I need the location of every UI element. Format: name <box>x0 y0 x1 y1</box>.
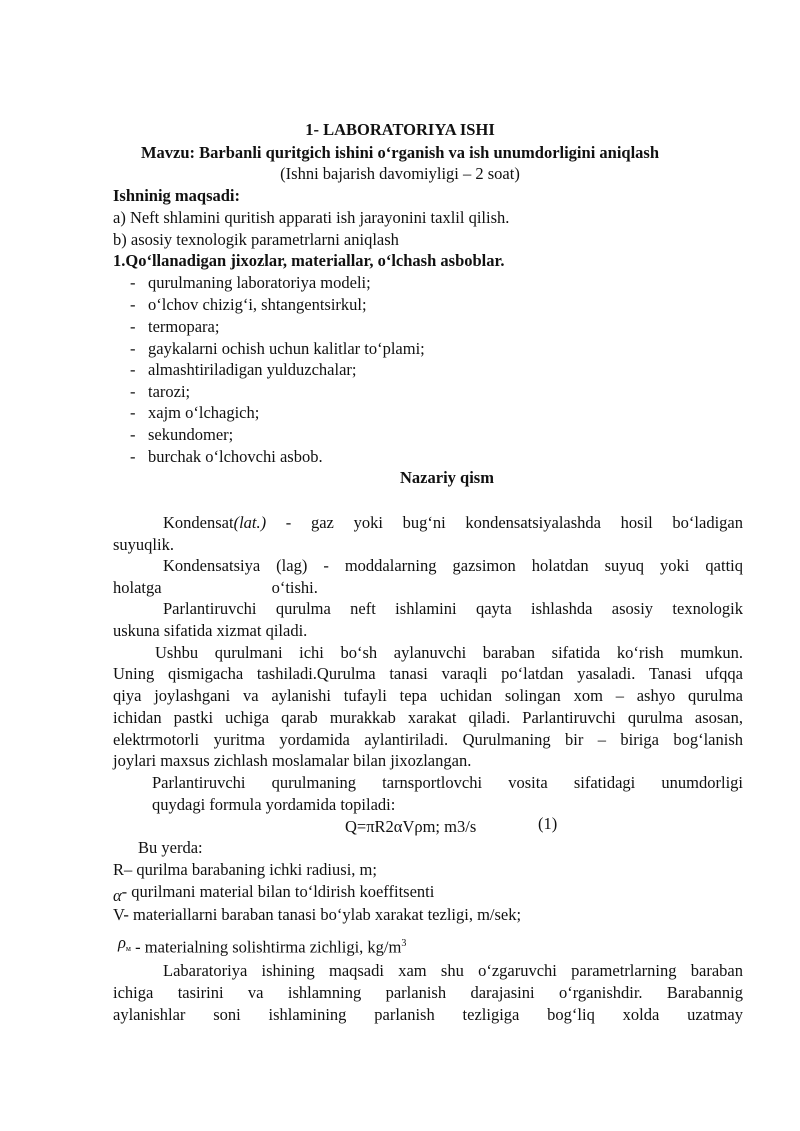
equipment-list-item: - xajm o‘lchagich; <box>130 403 260 422</box>
paragraph-line: elektrmotorli yuritma yordamida aylantiriladi. Qurulmaning bir – biriga bog‘lanish <box>113 730 743 749</box>
goal-item-b: b) asosiy texnologik parametrlarni aniqlash <box>113 230 399 249</box>
equipment-list-item: - qurulmaning laboratoriya modeli; <box>130 273 371 292</box>
paragraph-line: Ushbu qurulmani ichi bo‘sh aylanuvchi baraban sifatida ko‘rish mumkun. <box>155 643 743 662</box>
paragraph-line: uskuna sifatida xizmat qiladi. <box>113 621 308 640</box>
definition-alpha: α- qurilmani material bilan to‘ldirish koeffitsenti <box>113 882 435 905</box>
paragraph-line: joylari maxsus zichlash moslamalar bilan jixozlangan. <box>113 751 472 770</box>
equipment-list-item: - tarozi; <box>130 382 191 401</box>
paragraph-line: quydagi formula yordamida topiladi: <box>152 795 396 814</box>
page-title: 1- LABORATORIYA ISHI <box>305 120 495 139</box>
alpha-symbol: α <box>113 886 122 905</box>
formula: Q=πR2αVρm; m3/s <box>345 817 477 836</box>
goal-heading: Ishninig maqsadi: <box>113 186 241 205</box>
definition-v: V- materiallarni baraban tanasi bo‘ylab xarakat tezligi, m/sek; <box>113 905 522 924</box>
paragraph-line: Uning qismigacha tashiladi.Qurulma tanasi varaqli po‘latdan yasaladi. Tanasi ufqqa <box>113 664 743 683</box>
equipment-heading: 1.Qo‘llanadigan jixozlar, materiallar, o‘lchash asboblar. <box>113 251 505 270</box>
formula-number: (1) <box>538 814 558 833</box>
theory-heading: Nazariy qism <box>400 468 494 487</box>
paragraph-line: ichidan pastki uchiga qarab murakkab xarakat qiladi. Parlantiruvchi qurulma asosan, <box>113 708 743 727</box>
equipment-list-item: - termopara; <box>130 317 220 336</box>
paragraph-line: suyuqlik. <box>113 535 174 554</box>
equipment-list-item: - o‘lchov chizig‘i, shtangentsirkul; <box>130 295 367 314</box>
topic-heading: Mavzu: Barbanli quritgich ishini o‘rganish va ish unumdorligini aniqlash <box>140 143 660 162</box>
equipment-list-item: - burchak o‘lchovchi asbob. <box>130 447 323 466</box>
duration-note: (Ishni bajarish davomiyligi – 2 soat) <box>280 164 520 183</box>
paragraph-line: qiya joylashgani va aylanishi tufayli tepa uchidan solingan xom – ashyo qurulma <box>113 686 743 705</box>
definition-r: R– qurilma barabaning ichki radiusi, m; <box>113 860 377 879</box>
paragraph-line: ichiga tasirini va ishlamning parlanish darajasini o‘rganishdir. Barabannig <box>113 983 743 1002</box>
paragraph-line: Kondensat(lat.) - gaz yoki bug‘ni kondensatsiyalashda hosil bo‘ladigan <box>163 513 743 532</box>
goal-item-a: a) Neft shlamini quritish apparati ish jarayonini taxlil qilish. <box>113 208 510 227</box>
where-label: Bu yerda: <box>138 838 203 857</box>
rho-symbol: ρ <box>118 932 126 952</box>
definition-rho: ρм - materialning solishtirma zichligi, $kg/m^3$ <box>118 932 407 957</box>
paragraph-line: holatga o‘tishi. <box>113 578 318 597</box>
paragraph-line: Kondensatsiya (lag) - moddalarning gazsimon holatdan suyuq yoki qattiq <box>163 556 743 575</box>
equipment-list-item: - sekundomer; <box>130 425 234 444</box>
paragraph-line: Parlantiruvchi qurulma neft ishlamini qayta ishlashda asosiy texnologik <box>163 599 743 618</box>
paragraph-line: Parlantiruvchi qurulmaning tarnsportlovchi vosita sifatidagi unumdorligi <box>152 773 743 792</box>
equipment-list-item: - almashtiriladigan yulduzchalar; <box>130 360 357 379</box>
paragraph-line: Labaratoriya ishining maqsadi xam shu o‘zgaruvchi parametrlarning baraban <box>163 961 743 980</box>
equipment-list-item: - gaykalarni ochish uchun kalitlar to‘plami; <box>130 339 425 358</box>
paragraph-line: aylanishlar soni ishlamining parlanish tezligiga bog‘liq xolda uzatmay <box>113 1005 743 1024</box>
